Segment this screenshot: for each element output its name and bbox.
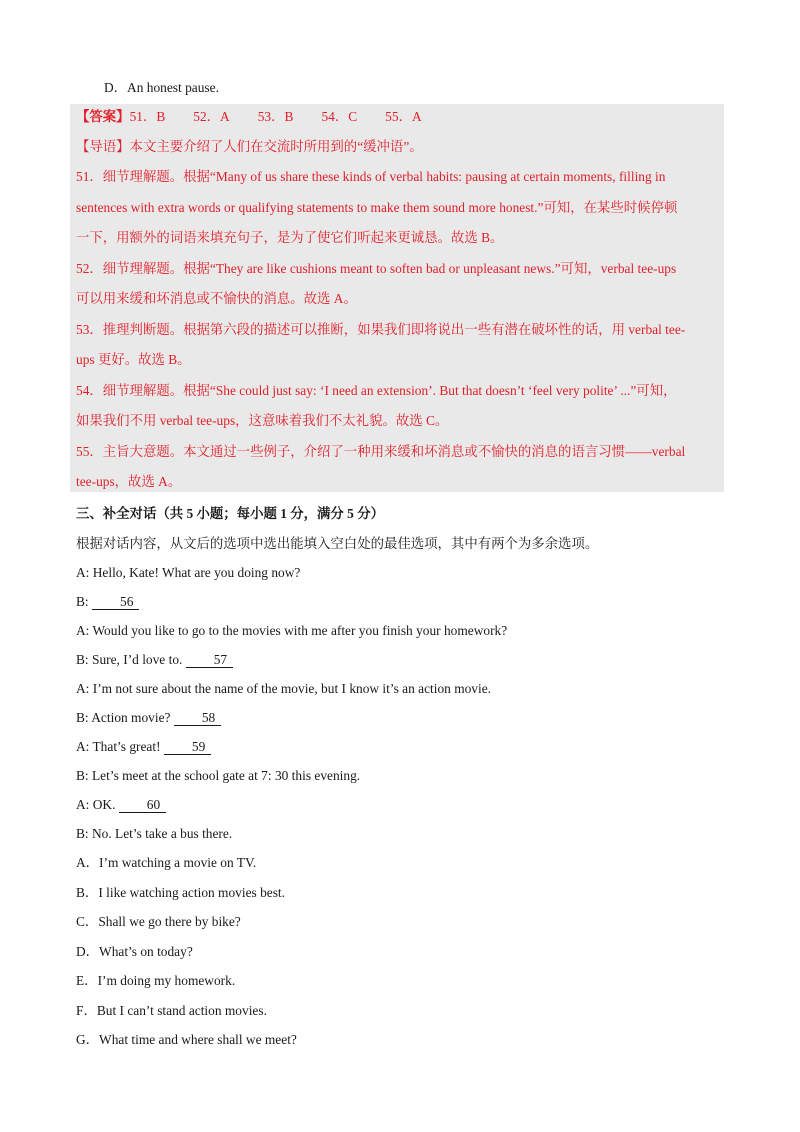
option-b: B．I like watching action movies best. [76, 885, 285, 900]
dialogue-line: A: OK. 60 [76, 796, 166, 814]
section-instruction: 根据对话内容，从文后的选项中选出能填入空白处的最佳选项，其中有两个为多余选项。 [76, 536, 599, 551]
explanation-line: ups 更好。故选 B。 [76, 352, 191, 367]
dialogue-line: A: Would you like to go to the movies with me after you finish your homework? [76, 623, 508, 638]
dialogue-line: B: No. Let’s take a bus there. [76, 826, 233, 841]
dialogue-line: B: Let’s meet at the school gate at 7: 30 this evening. [76, 768, 361, 783]
answer-54: 54．C [321, 109, 358, 124]
dialogue-line: A: Hello, Kate! What are you doing now? [76, 565, 301, 580]
blank-60: 60 [119, 797, 166, 813]
explanation-line: tee-ups，故选 A。 [76, 474, 182, 489]
answer-52: 52．A [193, 109, 230, 124]
option-a: A．I’m watching a movie on TV. [76, 855, 257, 870]
answer-55: 55．A [385, 109, 422, 124]
explanation-line: 可以用来缓和坏消息或不愉快的消息。故选 A。 [76, 291, 357, 306]
option-d: D．What’s on today? [76, 944, 193, 959]
explanation-line: 如果我们不用 verbal tee-ups，这意味着我们不太礼貌。故选 C。 [76, 413, 449, 428]
answer-label: 【答案】 [76, 109, 130, 124]
explanation-line: 54．细节理解题。根据“She could just say: ‘I need an extension’. But that doesn’t ‘feel very polite’ ...”可知， [76, 383, 677, 398]
option-c: C．Shall we go there by bike? [76, 914, 241, 929]
explanation-line: 55．主旨大意题。本文通过一些例子，介绍了一种用来缓和坏消息或不愉快的消息的语言习惯——verbal [76, 444, 686, 459]
dialogue-line: B: Sure, I’d love to. 57 [76, 651, 233, 669]
guide-intro: 【导语】本文主要介绍了人们在交流时所用到的“缓冲语”。 [76, 139, 423, 154]
option-e: E．I’m doing my homework. [76, 973, 236, 988]
answer-53: 53．B [257, 109, 294, 124]
answer-51: 51．B [129, 109, 166, 124]
option-f: F．But I can’t stand action movies. [76, 1003, 267, 1018]
option-d-line: D．An honest pause. [104, 80, 219, 95]
explanation-line: 53．推理判断题。根据第六段的描述可以推断，如果我们即将说出一些有潜在破坏性的话，用 verbal tee- [76, 322, 686, 337]
explanation-line: 52．细节理解题。根据“They are like cushions meant to soften bad or unpleasant news.”可知，verbal tee-ups [76, 261, 677, 276]
explanation-line: 一下，用额外的词语来填充句子，是为了使它们听起来更诚恳。故选 B。 [76, 230, 504, 245]
option-g: G．What time and where shall we meet? [76, 1032, 297, 1047]
blank-58: 58 [174, 710, 221, 726]
blank-59: 59 [164, 739, 211, 755]
dialogue-line: B: 56 [76, 593, 139, 611]
dialogue-line: A: I’m not sure about the name of the movie, but I know it’s an action movie. [76, 681, 492, 696]
explanation-line: sentences with extra words or qualifying statements to make them sound more honest.”可知，在某些时候停顿 [76, 200, 678, 215]
dialogue-line: B: Action movie? 58 [76, 709, 221, 727]
dialogue-line: A: That’s great! 59 [76, 738, 211, 756]
explanation-line: 51．细节理解题。根据“Many of us share these kinds of verbal habits: pausing at certain moments, filling in [76, 169, 666, 184]
section-heading: 三、补全对话（共 5 小题；每小题 1 分，满分 5 分） [76, 506, 384, 521]
answer-line [76, 108, 450, 126]
blank-56: 56 [92, 594, 139, 610]
blank-57: 57 [186, 652, 233, 668]
